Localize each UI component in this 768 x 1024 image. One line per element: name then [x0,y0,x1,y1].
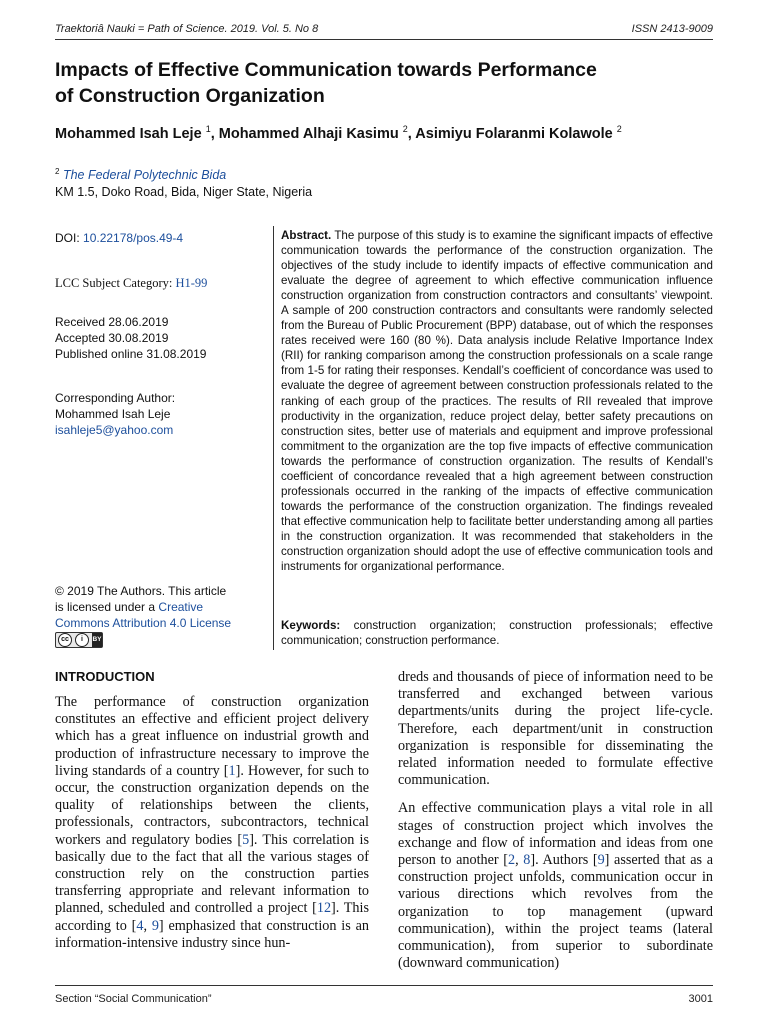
author-affil-sup: 2 [616,124,622,134]
license-line-1: © 2019 The Authors. This article [55,584,227,598]
text-run: , [143,917,152,934]
citation-link[interactable]: 4 [136,917,144,934]
citation-link[interactable]: 2 [508,852,516,869]
cc-badge-label: BY [92,633,102,647]
section-heading: INTRODUCTION [55,669,155,684]
corresponding-email-link[interactable]: isahleje5@yahoo.com [55,423,174,437]
journal-header: Traektoriâ Nauki = Path of Science. 2019. Vol. 5. No 8 [55,23,319,35]
citation-link[interactable]: 5 [242,831,250,848]
text-run: The performance of construction organization constitutes an effective and efficient project delivery which has a great influence on industrial growth and production of infrastructure necessary to improve the living standards of a country [ [55,694,369,779]
author-name: Asimiyu Folaranmi Kolawole [415,125,613,142]
sidebar-divider [273,226,274,650]
abstract-label: Abstract. [281,229,332,242]
page-number: 3001 [688,993,713,1005]
text-run: ] asserted that as a construction project unfolds, communication occur in various directions which revolves from the organization to top management (upward communication), within the project teams (lateral communication), from superior to subordinate (downward communication) [398,852,713,972]
affiliation-sup: 2 [55,167,60,176]
license-note [55,583,255,631]
citation-link[interactable]: 12 [316,900,332,917]
text-run: An effective communication plays a vital role in all stages of construction project which involves the exchange and flow of information and ideas from one person to another [ [398,800,713,869]
author-list: Mohammed Isah Leje $^1$, Mohammed Alhaji Kasimu $^2$, Asimiyu Folaranmi Kolawole $^2$ [55,124,622,142]
abstract-text: The purpose of this study is to examine the significant impacts of effective communication towards the performance of the construction organization. The objectives of the study include to identify impacts of effective communication and evaluate the degree of agreement to which effective communication influence construction organization from construction contractors and consultants’ viewpoint. A sample of 200 construction contractors and consultants were randomly selected from the Bureau of Public Procurement (BPP) database, out of which the responses rates received were 160 (80 %). Data analysis include Relative Importance Index (RII) for ranking comparison among the construction professionals on a scale range from 1-5 for rating their responses. Kendall’s coefficient of concordance was used to evaluate the degree of agreement between construction professionals related to the ranking of each group of the practices. The results of RII revealed that improve productivity in the organization, reduce project delay, better safety precautions on construction sites, better use of materials and equipment and improve professional commitment to the organization are the top five impacts of effective communication towards the performance of construction organization. The results of Kendall’s coefficient of concordance revealed that a high agreement between construction professionals occurred in the ranking of the impacts of effective communication towards the performance of the construction organization. The findings revealed that effective communication help to facilitate better understanding among all parties in the construction organization. It was recommended that stakeholders in the construction organization should adopt the use of effective communication tools and instruments for organizational performance. [281,229,713,574]
person-icon: i [75,633,89,647]
affiliation [55,163,312,201]
footer-section: Section “Social Communication” [55,993,212,1005]
citation-link[interactable]: 9 [597,852,605,869]
corresponding-label: Corresponding Author: [55,391,176,405]
cc-by-badge[interactable] [55,632,103,648]
body-column-2 [398,669,713,983]
lcc-link[interactable]: H1-99 [175,276,208,290]
accepted-date: Accepted 30.08.2019 [55,331,169,345]
header-divider [55,39,713,40]
cc-icon: cc [58,633,72,647]
license-link-part2[interactable]: Commons Attribution 4.0 License [55,616,232,630]
doi-line [55,230,255,246]
institution-address: KM 1.5, Doko Road, Bida, Niger State, Nigeria [55,185,313,200]
text-run: ] emphasized that construction is an information-intensive industry since hun- [55,917,369,951]
body-column-1 [55,694,369,963]
citation-link[interactable]: 8 [523,852,531,869]
license-link-part1[interactable]: Creative [158,600,204,614]
license-line-2: is licensed under a [55,600,159,614]
paragraph [398,800,713,972]
author-affil-sup: 2 [402,124,408,134]
title-line-2: of Construction Organization [55,85,325,107]
author-affil-sup: 1 [205,124,211,134]
abstract [281,228,713,574]
title-line-1: Impacts of Effective Communication towards Performance [55,59,597,81]
corresponding-name: Mohammed Isah Leje [55,407,171,421]
published-date: Published online 31.08.2019 [55,347,207,361]
doi-link[interactable]: 10.22178/pos.49-4 [83,231,184,245]
keywords-text: construction organization; construction professionals; effective communication; construction performance. [281,619,713,647]
keywords-label: Keywords: [281,619,341,632]
text-run: ]. However, for such to occur, the construction organization depends on the quality of relationships between the clients, professionals, contractors, subcontractors, technical workers and regulatory bodies [ [55,762,369,848]
text-run: ]. This according to [ [55,900,369,934]
keywords [281,618,713,648]
article-title [55,57,655,109]
text-run: ]. Authors [ [530,852,598,869]
citation-link[interactable]: 1 [228,762,236,779]
doi-label: DOI: [55,231,84,245]
corresponding-author [55,390,255,438]
text-run: , [515,852,524,869]
footer-divider [55,985,713,986]
text-run: ]. This correlation is basically due to the fact that all the various stages of construction rely on the construction parties transferring appropriate and relevant information to planned, scheduled and controlled a project [ [55,831,369,917]
lcc-line [55,275,255,291]
paragraph [55,694,369,952]
institution-link[interactable]: The Federal Polytechnic Bida [62,168,227,183]
received-date: Received 28.06.2019 [55,315,169,329]
issn-header: ISSN 2413-9009 [631,23,713,35]
lcc-label: LCC Subject Category: [55,276,176,290]
dates-block [55,314,255,362]
author-name: Mohammed Isah Leje [55,125,202,142]
citation-link[interactable]: 9 [151,917,159,934]
paragraph: dreds and thousands of piece of information need to be transferred and exchanged between various departments/units during the project life-cycle. Therefore, each department/unit in construction organization is responsible for disseminating the related information needed to formulate effective communication. [398,669,713,789]
author-name: Mohammed Alhaji Kasimu [218,125,399,142]
